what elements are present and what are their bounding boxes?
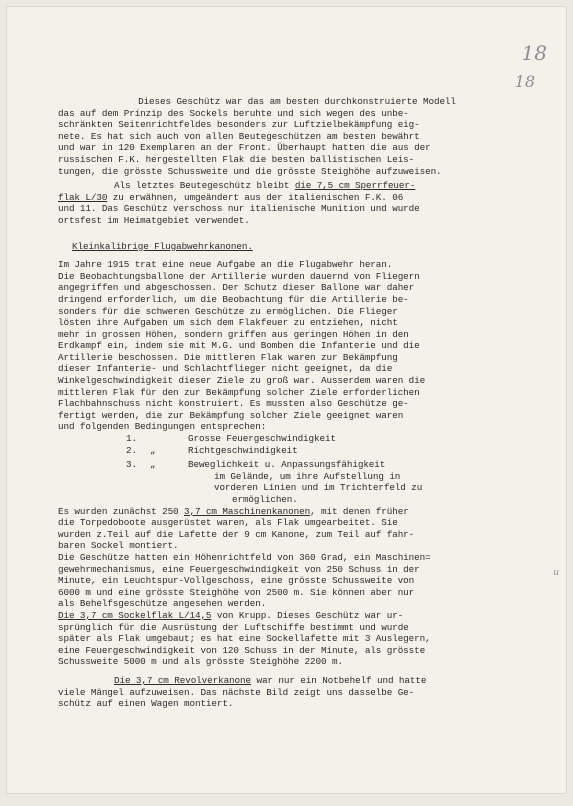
text-line: mehr in grossen Höhen, sondern griffen aus geringen Höhen in den — [58, 328, 409, 340]
text-line: Dieses Geschütz war das am besten durchkonstruierte Modell — [138, 96, 456, 107]
text-line: sprünglich für die Ausrüstung der Luftschiffe bestimmt und wurde — [58, 621, 409, 633]
text-line: 6000 m und eine grösste Steighöhe von 2500 m. Sie können aber nur — [58, 586, 415, 598]
text-line — [58, 180, 536, 192]
text-span: von Krupp. Dieses Geschütz war ur- — [211, 609, 404, 621]
text-line: als Behelfsgeschütze angesehen werden. — [58, 598, 267, 610]
text-line: baren Sockel montiert. — [58, 540, 179, 552]
text-line: wurden z.Teil auf die Lafette der 9 cm Kanone, zum Teil auf fahr- — [58, 528, 415, 540]
typed-text — [58, 96, 536, 710]
handwritten-page-number: 18 — [521, 41, 547, 65]
section-heading-text: Kleinkalibrige Flugabwehrkanonen. — [72, 240, 253, 252]
ditto-mark: „ — [150, 459, 156, 471]
text-span: zu erwähnen, umgeändert aus der italienischen F.K. 06 — [107, 191, 404, 203]
text-line: dringend erforderlich, um die Beobachtung für die Artillerie be- — [58, 293, 409, 305]
list-number: 1. — [126, 433, 137, 445]
text-line: viele Mängel aufzuweisen. Das nächste Bild zeigt uns dasselbe Ge- — [58, 686, 415, 698]
text-line: schränkten Seitenrichtfeldes besonders zur Luftzielbekämpfung eig- — [58, 119, 420, 131]
text-line: lösten ihre Aufgaben um sich dem Flakfeuer zu entziehen, nicht — [58, 317, 398, 329]
text-line: Flachbahnschuss nicht konstruiert. Es mussten also Geschütze ge- — [58, 398, 409, 410]
section-heading — [58, 241, 536, 253]
text-line: angegriffen und abgeschossen. Der Schutz dieser Ballone war daher — [58, 282, 415, 294]
text-span: war nur ein Notbehelf und hatte — [250, 674, 427, 686]
text-line: sonders für die schweren Geschütze zu ermöglichen. Die Flieger — [58, 305, 398, 317]
underlined-term: Die 3,7 cm Revolverkanone — [114, 674, 251, 686]
text-line: Artillerie beschossen. Die mittleren Flak waren zur Bekämpfung — [58, 351, 398, 363]
text-line: tungen, die grösste Schussweite und die grösste Steighöhe aufzuweisen. — [58, 165, 442, 177]
list-number: 3. — [126, 459, 137, 471]
text-line: gewehrmechanismus, eine Feuergeschwindigkeit von 250 Schuss in der — [58, 563, 420, 575]
text-span: , mit denen früher — [310, 505, 409, 517]
document-page — [6, 6, 567, 794]
list-continuation: vorderen Linien und im Trichterfeld zu — [214, 482, 423, 494]
text-line — [58, 610, 536, 622]
list-item — [58, 433, 536, 445]
list-text: Richtgeschwindigkeit — [188, 444, 298, 456]
underlined-term: flak L/30 — [58, 191, 108, 203]
text-line — [58, 506, 536, 518]
text-line: Schussweite 5000 m und als grösste Steighöhe 2200 m. — [58, 656, 343, 668]
text-span: Es wurden zunächst 250 — [58, 505, 185, 517]
text-line: und folgenden Bedingungen entsprechen: — [58, 421, 267, 433]
margin-mark: u — [553, 568, 559, 578]
list-continuation: im Gelände, um ihre Aufstellung in — [214, 470, 401, 482]
ditto-mark — [150, 433, 188, 445]
list-item — [58, 459, 536, 471]
text-line: Die Beobachtungsballone der Artillerie wurden dauernd von Fliegern — [58, 270, 420, 282]
text-line: Winkelgeschwindigkeit dieser Ziele zu groß war. Ausserdem waren die — [58, 375, 426, 387]
text-line: eine Feuergeschwindigkeit von 120 Schuss in der Minute, als grösste — [58, 644, 426, 656]
underlined-term: die 7,5 cm Sperrfeuer- — [294, 180, 416, 192]
handwritten-mark: 18 — [514, 72, 535, 91]
text-line: mittleren Flak für den zur Bekämpfung solcher Ziele erforderlichen — [58, 386, 420, 398]
text-line: und 11. Das Geschütz verschoss nur italienische Munition und wurde — [58, 203, 420, 215]
underlined-term: 3,7 cm Maschinenkanonen — [184, 505, 311, 517]
list-continuation: ermöglichen. — [232, 494, 298, 505]
text-line: Im Jahre 1915 trat eine neue Aufgabe an die Flugabwehr heran. — [58, 259, 393, 271]
underlined-term: Die 3,7 cm Sockelflak L/14,5 — [58, 609, 212, 621]
text-span: Als letztes Beutegeschütz bleibt — [114, 180, 295, 192]
text-line: russischen F.K. hergestellten Flak die besten ballistischen Leis- — [58, 153, 415, 165]
list-item — [58, 445, 536, 457]
text-line: dieser Infanterie- und Schlachtflieger nicht geeignet, da die — [58, 363, 393, 375]
text-line — [58, 675, 536, 687]
ditto-mark: „ — [150, 444, 156, 456]
list-number: 2. — [126, 444, 137, 456]
text-line: Erdkampf ein, indem sie mit M.G. und Bomben die Infanterie und die — [58, 340, 420, 352]
text-line: später als Flak umgebaut; es hat eine Sockellafette mit 3 Auslegern, — [58, 633, 431, 645]
text-line: ortsfest im Heimatgebiet verwendet. — [58, 214, 250, 226]
text-line: fertigt werden, die zur Bekämpfung solcher Ziele geeignet waren — [58, 409, 404, 421]
text-line — [58, 192, 536, 204]
text-line: schütz auf einen Wagen montiert. — [58, 698, 234, 710]
text-line: Minute, ein Leuchtspur-Vollgeschoss, eine grösste Schussweite von — [58, 575, 415, 587]
text-line: das auf dem Prinzip des Sockels beruhte und sich wegen des unbe- — [58, 107, 409, 119]
list-text: Grosse Feuergeschwindigkeit — [188, 433, 336, 445]
text-line: Die Geschütze hatten ein Höhenrichtfeld von 360 Grad, ein Maschinen= — [58, 551, 431, 563]
text-line: nete. Es hat sich auch von allen Beutegeschützen am besten bewährt — [58, 130, 420, 142]
list-text: Beweglichkeit u. Anpassungsfähigkeit — [188, 459, 386, 471]
text-line: die Torpedoboote ausgerüstet waren, als Flak umgearbeitet. Sie — [58, 517, 398, 529]
text-line: und war in 120 Exemplaren an der Front. Überhaupt hatten die aus der — [58, 142, 431, 154]
